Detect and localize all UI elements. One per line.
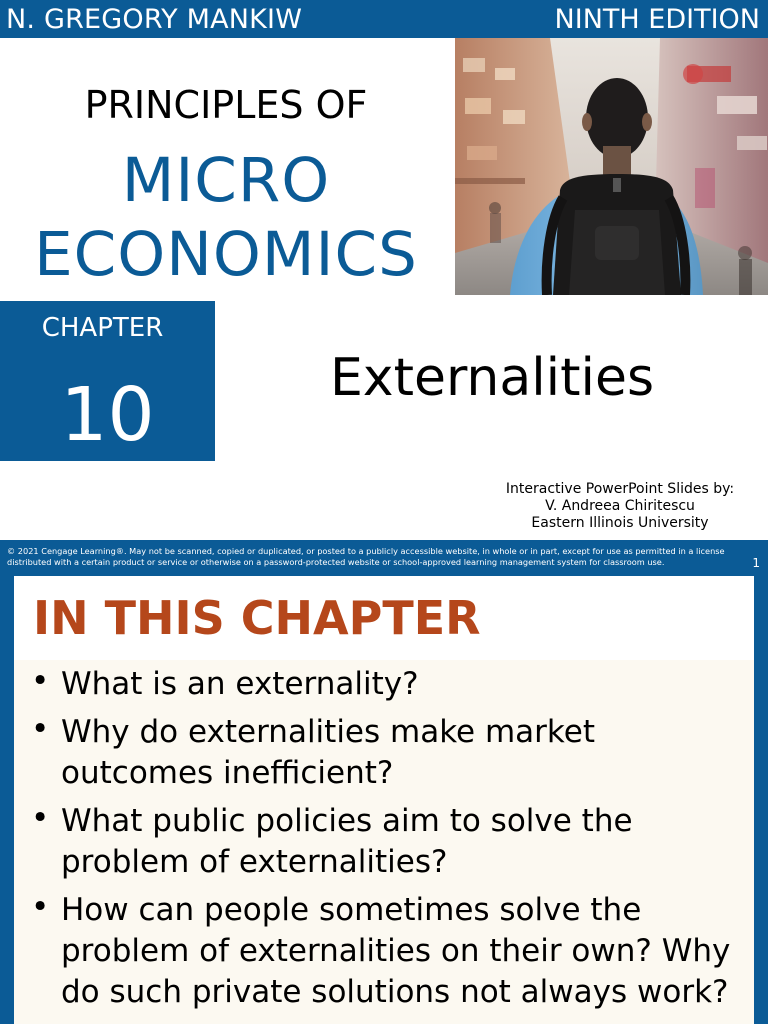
chapter-title: Externalities [329, 348, 655, 408]
chapter-overview-slide [0, 576, 768, 1024]
bullet-icon: • [31, 889, 50, 925]
slide-credits [500, 481, 740, 532]
bullet-item [30, 712, 748, 794]
credits-author: V. Andreea Chiritescu [545, 498, 695, 514]
bullet-item [30, 664, 748, 705]
cover-photo [455, 38, 768, 295]
book-title-line3: ECONOMICS [34, 219, 418, 290]
credits-institution: Eastern Illinois University [531, 515, 709, 531]
book-title-line1: PRINCIPLES OF [84, 83, 368, 127]
bullet-text: Why do externalities make market outcomes inefficient? [61, 714, 595, 791]
bullet-item [30, 890, 748, 1013]
bullet-list [30, 664, 748, 1020]
bullet-item [30, 801, 748, 883]
bullet-icon: • [31, 800, 50, 836]
header-bar [0, 0, 768, 38]
overview-body [14, 660, 754, 1024]
book-title-line2: MICRO [121, 145, 331, 216]
bullet-text: What public policies aim to solve the problem of externalities? [61, 803, 633, 880]
overview-heading: IN THIS CHAPTER [33, 591, 481, 645]
credits-line: Interactive PowerPoint Slides by: [505, 481, 735, 497]
footer-bar [0, 540, 768, 576]
bullet-text: What is an externality? [61, 666, 419, 702]
copyright-notice: © 2021 Cengage Learning®. May not be scanned, copied or duplicated, or posted to a publicly accessible website, in whole or in part, except for use as permitted in a license distributed with a certain product or service or otherwise on a password-protected website or school-approved learning management system for classroom use. [7, 546, 725, 567]
author-name: N. GREGORY MANKIW [6, 4, 303, 35]
bullet-icon: • [31, 663, 50, 699]
chapter-label: CHAPTER [41, 313, 164, 343]
chapter-number: 10 [60, 372, 155, 458]
overview-title-area [14, 576, 754, 660]
slide-number: 1 [752, 556, 760, 570]
bullet-text: How can people sometimes solve the problem of externalities on their own? Why do such private solutions not always work? [61, 892, 731, 1010]
chapter-box [0, 301, 215, 461]
edition-label: NINTH EDITION [554, 4, 760, 35]
bullet-icon: • [31, 711, 50, 747]
